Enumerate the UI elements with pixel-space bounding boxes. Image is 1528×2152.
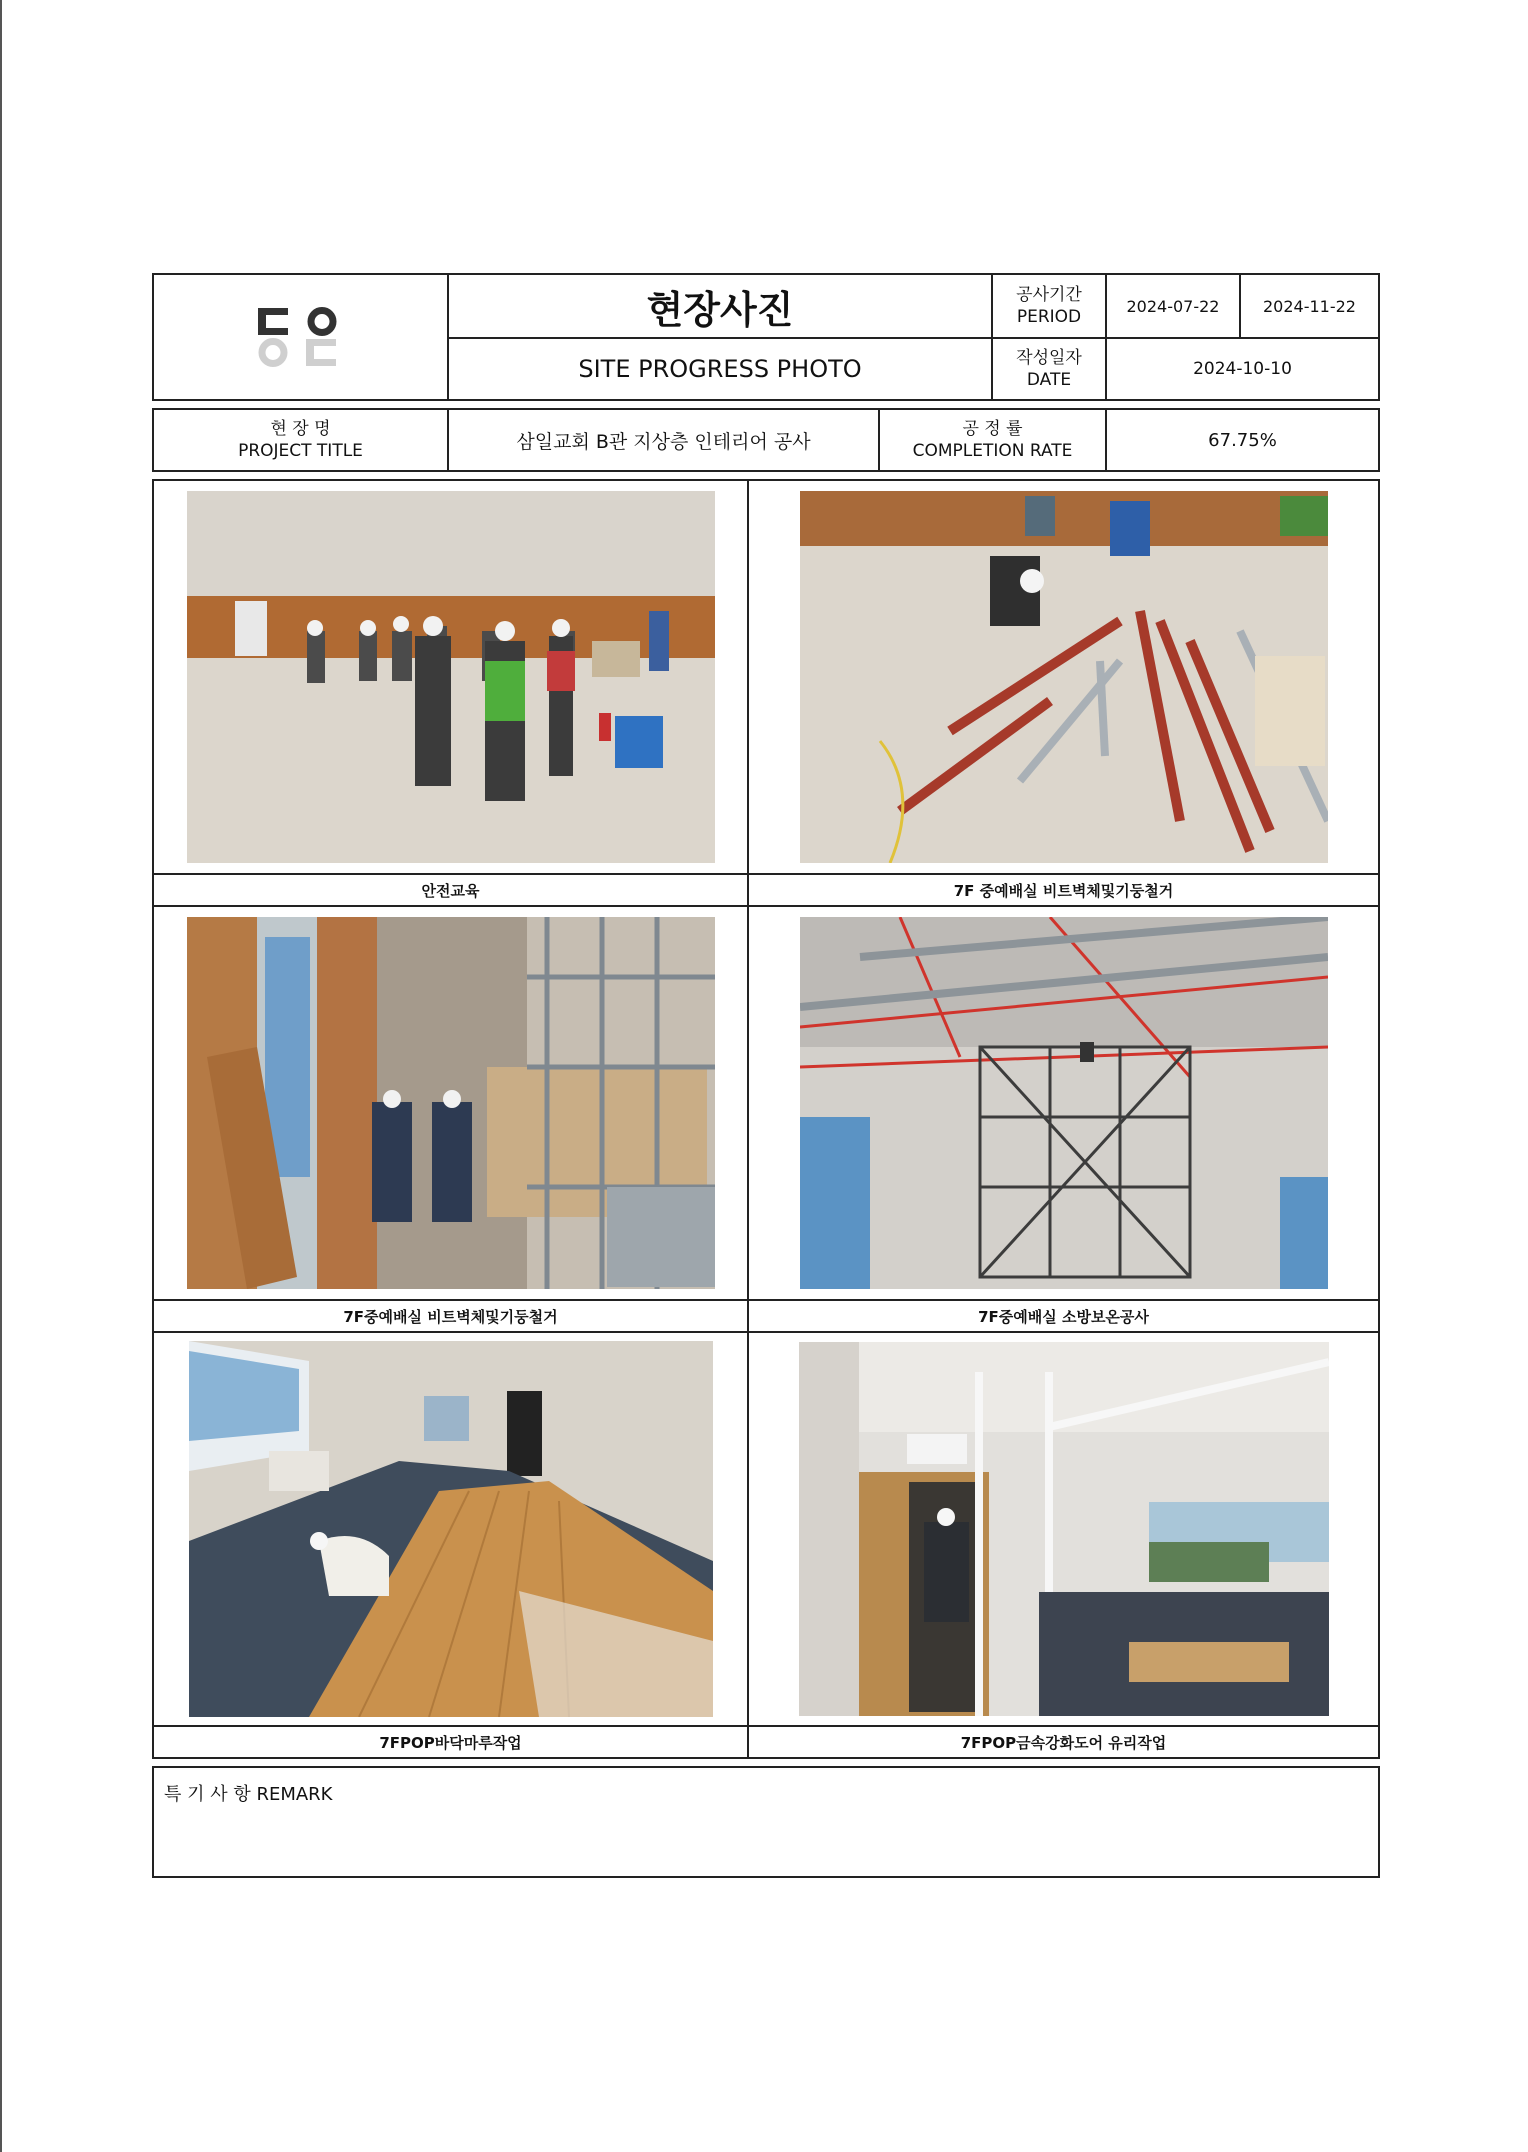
period-label-en: PERIOD <box>1016 307 1082 327</box>
project-title-label-kr: 현 장 명 <box>270 419 331 439</box>
period-label <box>993 275 1107 337</box>
photo-frame <box>749 481 1378 875</box>
title-english: SITE PROGRESS PHOTO <box>578 355 862 383</box>
remark-label: 특 기 사 항 REMARK <box>164 1784 333 1805</box>
report-header <box>152 273 1380 401</box>
photo-grid <box>152 479 1380 1759</box>
date-row <box>993 339 1378 399</box>
photo-wall-removal <box>187 917 715 1289</box>
photo-caption: 7F중예배실 소방보온공사 <box>978 1307 1149 1326</box>
photo-cell <box>749 907 1378 1331</box>
photo-fire-insulation <box>800 917 1328 1289</box>
photo-cell <box>154 1333 749 1757</box>
photo-frame <box>749 907 1378 1301</box>
photo-cell <box>749 1333 1378 1757</box>
photo-caption: 7F 중예배실 비트벽체및기둥철거 <box>953 881 1174 900</box>
completion-rate-value: 67.75% <box>1208 429 1277 451</box>
completion-rate-label-kr: 공 정 률 <box>962 419 1023 439</box>
page-edge <box>0 0 2 2152</box>
project-title-label-en: PROJECT TITLE <box>238 441 363 461</box>
project-title-value: 삼일교회 B관 지상층 인테리어 공사 <box>449 410 880 470</box>
photo-frame <box>154 1333 747 1727</box>
meta-column <box>993 275 1378 399</box>
photo-safety-training <box>187 491 715 863</box>
completion-rate-label-en: COMPLETION RATE <box>912 441 1073 461</box>
title-korean: 현장사진 <box>449 275 991 339</box>
period-start: 2024-07-22 <box>1107 275 1241 337</box>
photo-row <box>154 907 1378 1333</box>
photo-row <box>154 1333 1378 1757</box>
photo-demolition-steel <box>800 491 1328 863</box>
date-label <box>993 339 1107 399</box>
project-row <box>152 408 1380 472</box>
completion-rate-label <box>880 410 1107 470</box>
photo-row <box>154 481 1378 907</box>
photo-cell <box>749 481 1378 905</box>
date-label-kr: 작성일자 <box>1016 348 1082 368</box>
photo-frame <box>154 907 747 1301</box>
company-logo <box>154 275 449 399</box>
photo-caption: 7FPOP금속강화도어 유리작업 <box>960 1733 1167 1752</box>
period-end: 2024-11-22 <box>1263 296 1356 316</box>
photo-caption: 7FPOP바닥마루작업 <box>379 1733 522 1752</box>
remark-section <box>152 1766 1380 1878</box>
photo-caption: 7F중예배실 비트벽체및기둥철거 <box>343 1307 558 1326</box>
project-title-label <box>154 410 449 470</box>
photo-caption: 안전교육 <box>421 881 480 900</box>
date-value: 2024-10-10 <box>1193 359 1292 379</box>
period-label-kr: 공사기간 <box>1016 285 1082 305</box>
photo-cell <box>154 481 749 905</box>
photo-glass-door <box>799 1342 1329 1716</box>
period-row <box>993 275 1378 339</box>
photo-frame <box>749 1333 1378 1727</box>
photo-cell <box>154 907 749 1331</box>
date-label-en: DATE <box>1026 370 1072 390</box>
logo-mark-icon <box>256 306 346 368</box>
photo-frame <box>154 481 747 875</box>
title-column <box>449 275 993 399</box>
photo-floor-wood <box>189 1341 713 1717</box>
report-sheet <box>152 273 1380 1878</box>
